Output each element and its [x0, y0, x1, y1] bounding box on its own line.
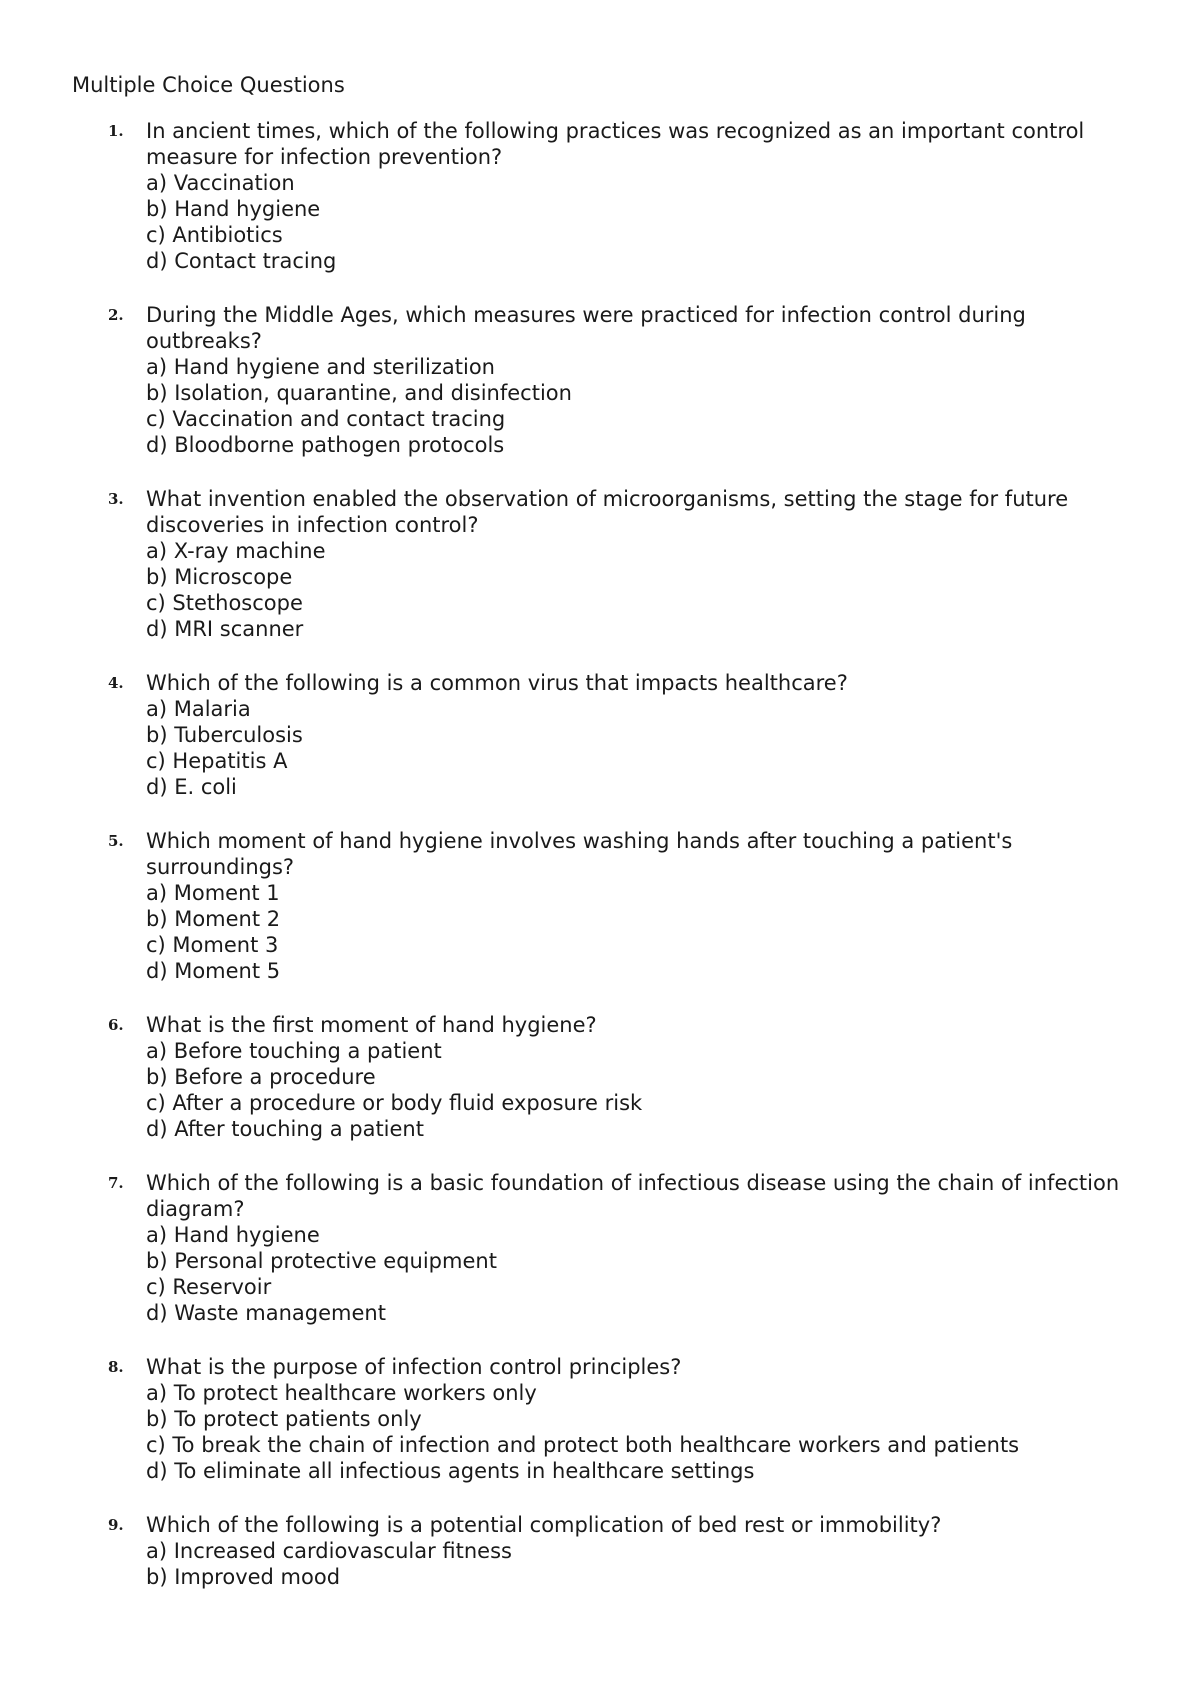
- answer-option: a) Vaccination: [146, 171, 295, 195]
- answer-option: c) Hepatitis A: [146, 749, 288, 773]
- question-text: Which of the following is a basic foundation of infectious disease using the chain of infection diagram?: [146, 1171, 1120, 1221]
- question-item: [0, 1512, 1200, 1590]
- answer-option: a) Malaria: [146, 697, 251, 721]
- answer-option: c) Moment 3: [146, 933, 279, 957]
- answer-option: b) Isolation, quarantine, and disinfection: [146, 381, 572, 405]
- answer-option: b) Before a procedure: [146, 1065, 376, 1089]
- option-list: [0, 170, 1200, 274]
- answer-option: d) Contact tracing: [146, 249, 337, 273]
- question-item: [0, 118, 1200, 274]
- question-item: [0, 828, 1200, 984]
- answer-option: b) Improved mood: [146, 1565, 341, 1589]
- answer-option: a) X-ray machine: [146, 539, 326, 563]
- question-item: [0, 486, 1200, 642]
- question-text: Which of the following is a potential complication of bed rest or immobility?: [146, 1513, 942, 1537]
- answer-option: a) To protect healthcare workers only: [146, 1381, 537, 1405]
- answer-option: d) To eliminate all infectious agents in healthcare settings: [146, 1459, 755, 1483]
- answer-option: c) Vaccination and contact tracing: [146, 407, 506, 431]
- option-list: [0, 1038, 1200, 1142]
- question-number: 6.: [108, 1016, 124, 1034]
- option-list: [0, 1380, 1200, 1484]
- answer-option: a) Before touching a patient: [146, 1039, 442, 1063]
- answer-option: b) Tuberculosis: [146, 723, 303, 747]
- option-list: [0, 538, 1200, 642]
- question-text: What invention enabled the observation of microorganisms, setting the stage for future discoveries in infection control?: [146, 487, 1069, 537]
- answer-option: a) Hand hygiene: [146, 1223, 320, 1247]
- answer-option: a) Hand hygiene and sterilization: [146, 355, 495, 379]
- question-text: During the Middle Ages, which measures were practiced for infection control during outbreaks?: [146, 303, 1026, 353]
- question-number: 8.: [108, 1358, 124, 1376]
- question-number: 7.: [108, 1174, 124, 1192]
- question-item: [0, 1012, 1200, 1142]
- question-number: 2.: [108, 306, 124, 324]
- answer-option: c) To break the chain of infection and protect both healthcare workers and patients: [146, 1433, 1020, 1457]
- option-list: [0, 696, 1200, 800]
- option-list: [0, 1222, 1200, 1326]
- question-number: 3.: [108, 490, 124, 508]
- question-number: 1.: [108, 122, 124, 140]
- answer-option: c) Antibiotics: [146, 223, 283, 247]
- answer-option: b) Microscope: [146, 565, 293, 589]
- answer-option: a) Moment 1: [146, 881, 280, 905]
- question-list: [0, 118, 1200, 1618]
- question-number: 5.: [108, 832, 124, 850]
- question-text: Which of the following is a common virus that impacts healthcare?: [146, 671, 848, 695]
- option-list: [0, 354, 1200, 458]
- document-title: Multiple Choice Questions: [72, 73, 345, 97]
- answer-option: d) Moment 5: [146, 959, 281, 983]
- answer-option: c) After a procedure or body fluid exposure risk: [146, 1091, 643, 1115]
- question-item: [0, 1354, 1200, 1484]
- answer-option: b) Hand hygiene: [146, 197, 321, 221]
- question-item: [0, 670, 1200, 800]
- answer-option: b) Moment 2: [146, 907, 281, 931]
- question-text: In ancient times, which of the following practices was recognized as an important control measure for infection prevention?: [146, 119, 1085, 169]
- answer-option: d) E. coli: [146, 775, 237, 799]
- answer-option: d) MRI scanner: [146, 617, 304, 641]
- answer-option: b) Personal protective equipment: [146, 1249, 497, 1273]
- question-number: 9.: [108, 1516, 124, 1534]
- option-list: [0, 1538, 1200, 1590]
- answer-option: b) To protect patients only: [146, 1407, 422, 1431]
- question-item: [0, 1170, 1200, 1326]
- answer-option: d) After touching a patient: [146, 1117, 424, 1141]
- question-text: What is the first moment of hand hygiene?: [146, 1013, 597, 1037]
- answer-option: c) Stethoscope: [146, 591, 303, 615]
- answer-option: a) Increased cardiovascular fitness: [146, 1539, 512, 1563]
- option-list: [0, 880, 1200, 984]
- question-text: Which moment of hand hygiene involves washing hands after touching a patient's surroundings?: [146, 829, 1013, 879]
- answer-option: d) Bloodborne pathogen protocols: [146, 433, 505, 457]
- question-text: What is the purpose of infection control principles?: [146, 1355, 682, 1379]
- answer-option: c) Reservoir: [146, 1275, 272, 1299]
- question-number: 4.: [108, 674, 124, 692]
- question-item: [0, 302, 1200, 458]
- answer-option: d) Waste management: [146, 1301, 386, 1325]
